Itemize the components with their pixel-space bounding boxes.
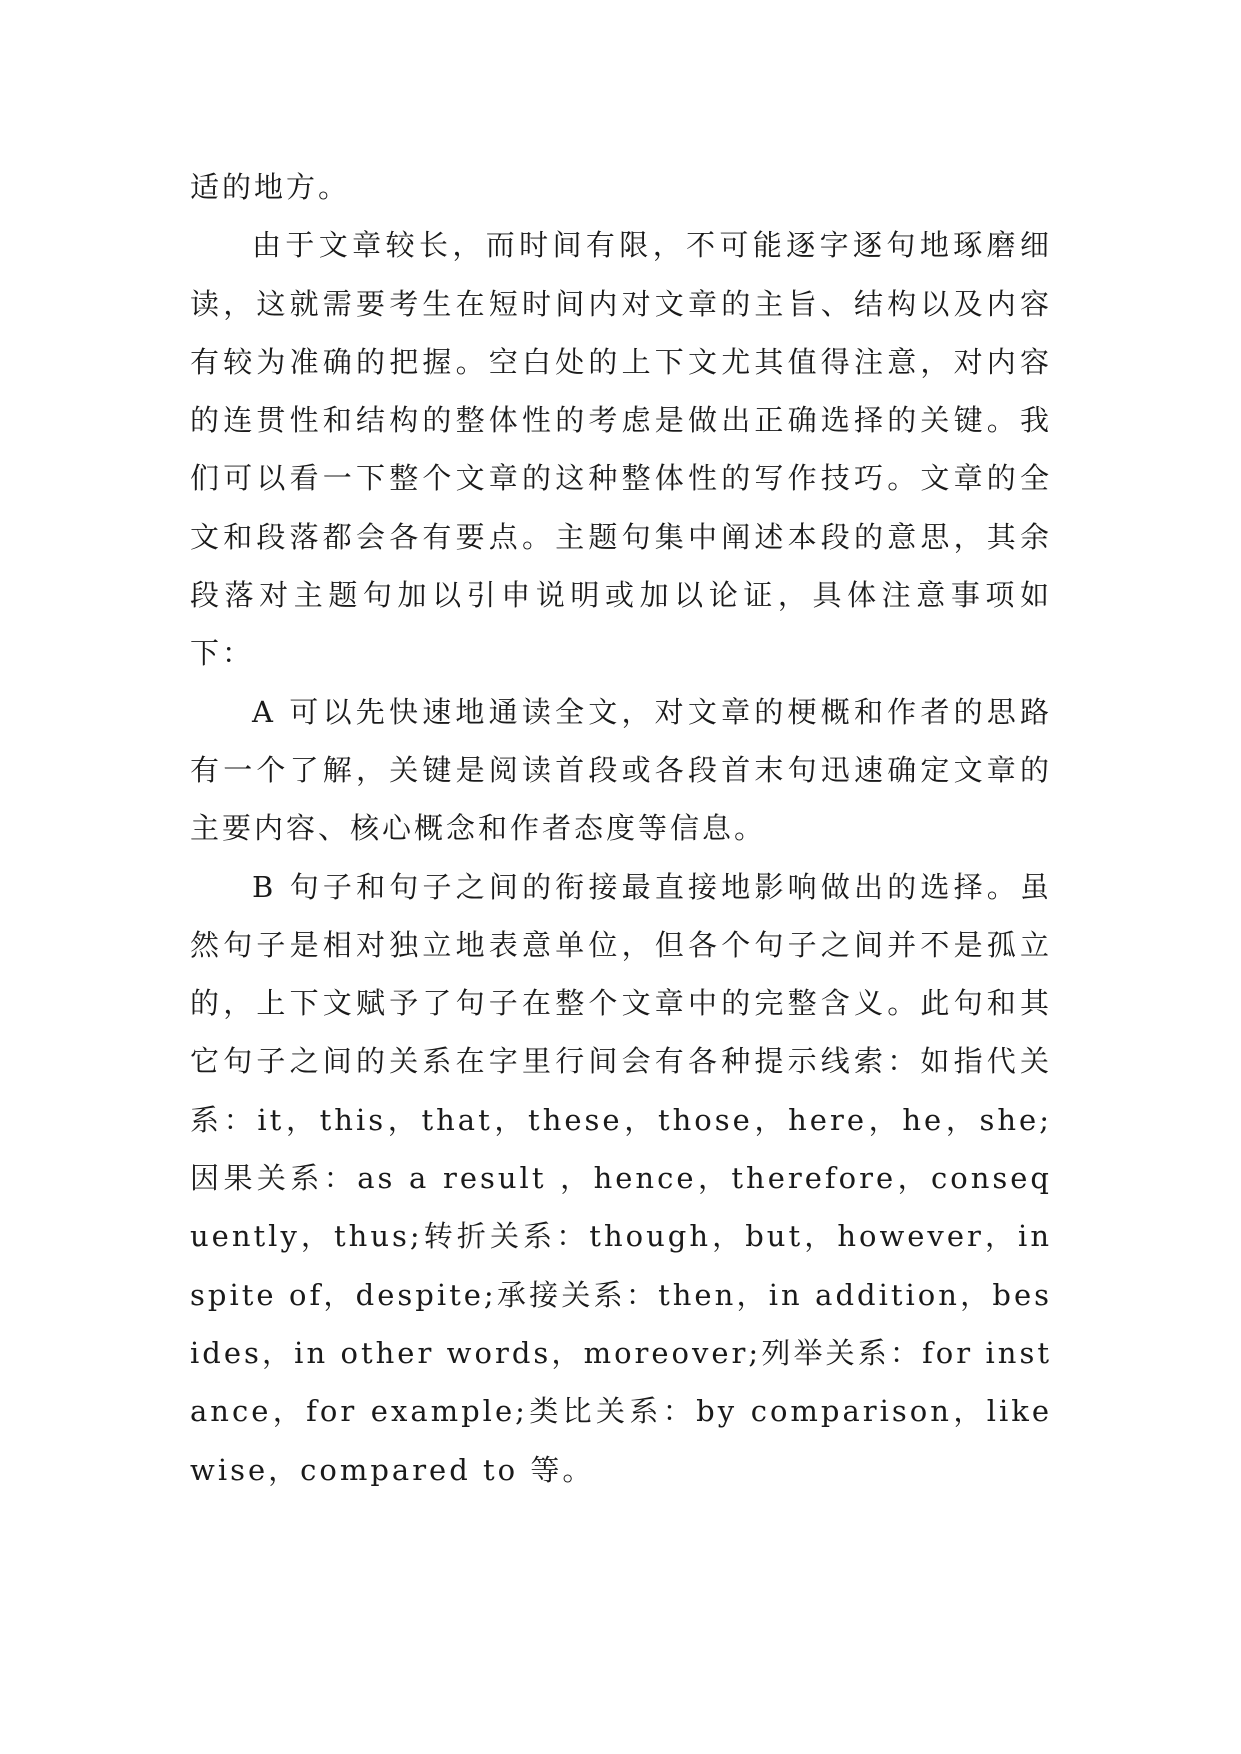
- paragraph-reading-strategy: 由于文章较长，而时间有限，不可能逐字逐句地琢磨细读，这就需要考生在短时间内对文章的主旨、结构以及内容有较为准确的把握。空白处的上下文尤其值得注意，对内容的连贯性和结构的整体性的考虑是做出正确选择的关键。我们可以看一下整个文章的这种整体性的写作技巧。文章的全文和段落都会各有要点。主题句集中阐述本段的意思，其余段落对主题句加以引申说明或加以论证，具体注意事项如下：: [190, 228, 1052, 671]
- document-body: [190, 158, 1052, 1499]
- paragraph-continuation: 适的地方。: [190, 170, 351, 204]
- paragraph-point-a: A 可以先快速地通读全文，对文章的梗概和作者的思路有一个了解，关键是阅读首段或各段首末句迅速确定文章的主要内容、核心概念和作者态度等信息。: [190, 694, 1052, 846]
- paragraph-point-b: B 句子和句子之间的衔接最直接地影响做出的选择。虽然句子是相对独立地表意单位，但各个句子之间并不是孤立的，上下文赋予了句子在整个文章中的完整含义。此句和其它句子之间的关系在字里行间会有各种提示线索：如指代关系：it，this，that，these，those，here，he，she;因果关系：as a result ，hence，therefore，consequently，thus;转折关系：though，but，however，in spite of，despite;承接关系：then，in addition，besides，in other words，moreover;列举关系：for instance，for example;类比关系：by comparison，likewise，compared to 等。: [190, 869, 1052, 1487]
